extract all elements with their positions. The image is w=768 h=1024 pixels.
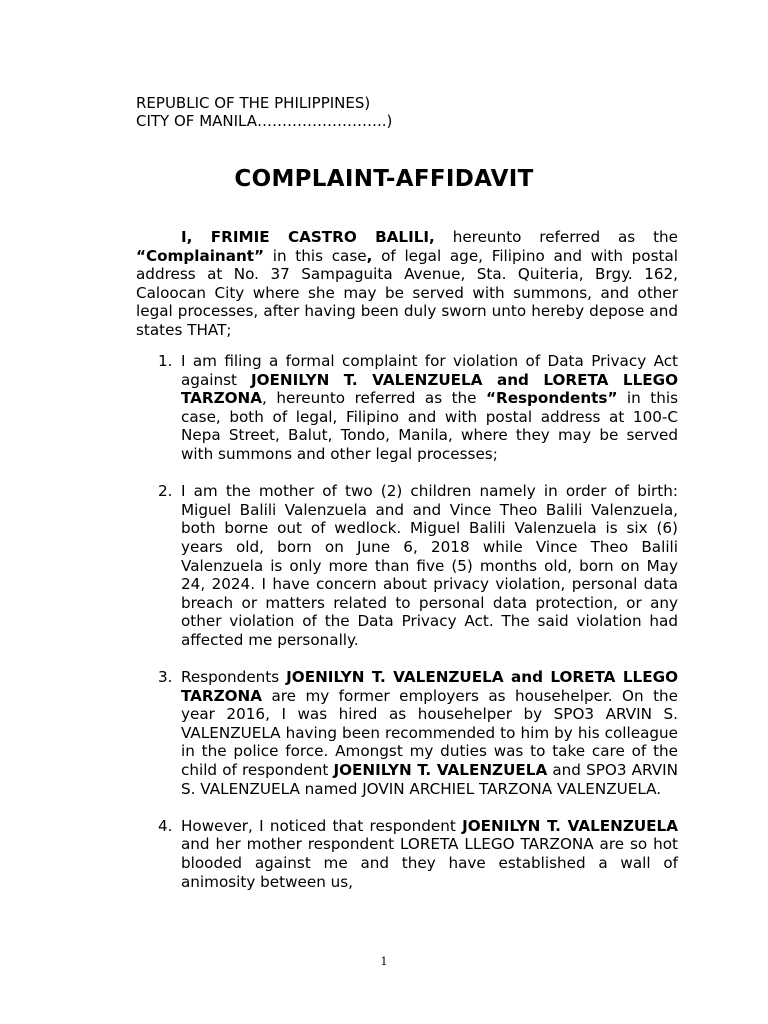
respondents-names: JOENILYN T. VALENZUELA and LORETA LLEGO TARZONA	[181, 370, 679, 408]
complainant-term: “Complainant”	[136, 246, 265, 265]
respondents-names: JOENILYN T. VALENZUELA and LORETA LLEGO TARZONA	[181, 668, 678, 705]
respondents-term: “Respondents”	[486, 389, 618, 408]
item-number: 3.	[158, 668, 173, 687]
list-item	[136, 817, 678, 891]
item-number: 4.	[158, 816, 173, 835]
respondent-name: JOENILYN T. VALENZUELA	[462, 816, 678, 835]
respondent-name: JOENILYN T. VALENZUELA	[333, 761, 548, 780]
item-text: I am the mother of two (2) children namely in order of birth: Miguel Balili Valenzuela and and Vince Theo Balili Valenzuela, both borne out of wedlock. Miguel Balili Valenzuela is six (6) years old, born on June 6, 2018 while Vince Theo Balili Valenzuela is only more than five (5) months old, born on May 24, 2024. I have concern about privacy violation, personal data breach or matters related to personal data protection, or any other violation of the Data Privacy Act. The said violation had affected me personally.	[181, 482, 678, 649]
list-item	[136, 668, 678, 798]
list-item	[136, 352, 678, 464]
item-text: Respondents	[181, 668, 287, 687]
allegations-list	[136, 352, 678, 910]
intro-paragraph	[136, 228, 678, 340]
item-text: , hereunto referred as the	[262, 389, 487, 408]
item-text: and SPO3 ARVIN S. VALENZUELA named JOVIN ARCHIEL TARZONA VALENZUELA.	[181, 761, 679, 798]
intro-text: hereunto referred as the	[434, 228, 679, 246]
venue-line-city: CITY OF MANILA……………………..)	[136, 112, 393, 130]
item-number: 2.	[158, 482, 173, 501]
intro-comma: ,	[366, 246, 373, 265]
document-title: COMPLAINT-AFFIDAVIT	[234, 166, 534, 192]
intro-text: of legal age, Filipino and with postal address at No. 37 Sampaguita Avenue, Sta. Quiteria, Brgy. 162, Caloocan City where she may be served with summons, and other legal processes, after having been duly sworn unto hereby depose and states THAT;	[136, 246, 678, 339]
item-text: I am filing a formal complaint for violation of Data Privacy Act against	[181, 352, 678, 389]
item-text: are my former employers as househelper. On the year 2016, I was hired as househelper by SPO3 ARVIN S. VALENZUELA having been recommended to him by his colleague in the police force. Amongst my duties was to take care of the child of respondent	[181, 686, 678, 780]
item-text: However, I noticed that respondent	[181, 816, 463, 835]
intro-text: in this case	[264, 246, 367, 265]
item-text: and her mother respondent LORETA LLEGO TARZONA are so hot blooded against me and they have established a wall of animosity between us,	[181, 835, 678, 891]
item-number: 1.	[158, 352, 173, 370]
venue-line-republic: REPUBLIC OF THE PHILIPPINES)	[136, 94, 371, 112]
page-number: 1	[380, 955, 388, 968]
list-item	[136, 482, 678, 649]
item-text: in this case, both of legal, Filipino and with postal address at 100-C Nepa Street, Balut, Tondo, Manila, where they may be served with summons and other legal processes;	[181, 389, 678, 463]
venue-caption	[136, 94, 392, 130]
complainant-name: I, FRIMIE CASTRO BALILI,	[181, 228, 435, 246]
